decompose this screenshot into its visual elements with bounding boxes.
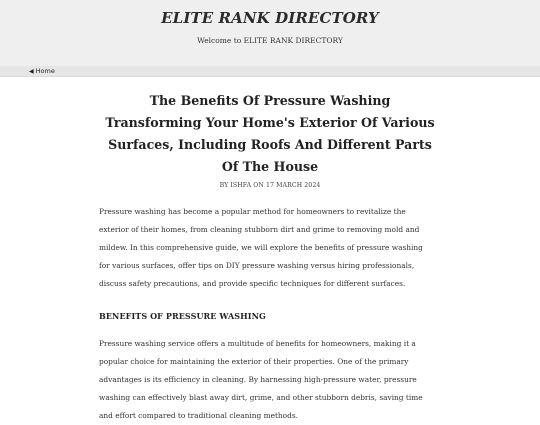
post-byline: BY ISHFA ON 17 MARCH 2024 [219, 182, 321, 189]
site-tagline: Welcome to ELITE RANK DIRECTORY [197, 36, 343, 45]
intro-paragraph: Pressure washing has become a popular method for homeowners to revitalize the exterior of their homes, from cleaning stubborn dirt and grime to removing mold and mildew. In this comprehensive guide, we will explore the benefits of pressure washing for various surfaces, offer tips on DIY pressure washing versus hiring professionals, discuss safety precautions, and provide specific techniques for different surfaces. [99, 207, 423, 288]
triangle-left-icon: ◀ [29, 68, 34, 75]
post-title: The Benefits Of Pressure Washing Transforming Your Home's Exterior Of Various Surfaces, Including Roofs And Different Parts Of The House [105, 93, 435, 174]
section-paragraph: Pressure washing service offers a multitude of benefits for homeowners, making it a popular choice for maintaining the exterior of their properties. One of the primary advantages is its efficiency in cleaning. By harnessing high-pressure water, pressure washing can effectively blast away dirt, grime, and other stubborn debris, saving time and effort compared to traditional cleaning methods. [99, 339, 423, 420]
home-link[interactable] [29, 66, 55, 77]
section-heading: BENEFITS OF PRESSURE WASHING [99, 311, 266, 321]
site-title[interactable]: ELITE RANK DIRECTORY [161, 9, 379, 27]
article [99, 77, 435, 425]
home-link-label: Home [35, 67, 55, 75]
site-header [0, 0, 540, 66]
nav-bar [0, 66, 540, 77]
